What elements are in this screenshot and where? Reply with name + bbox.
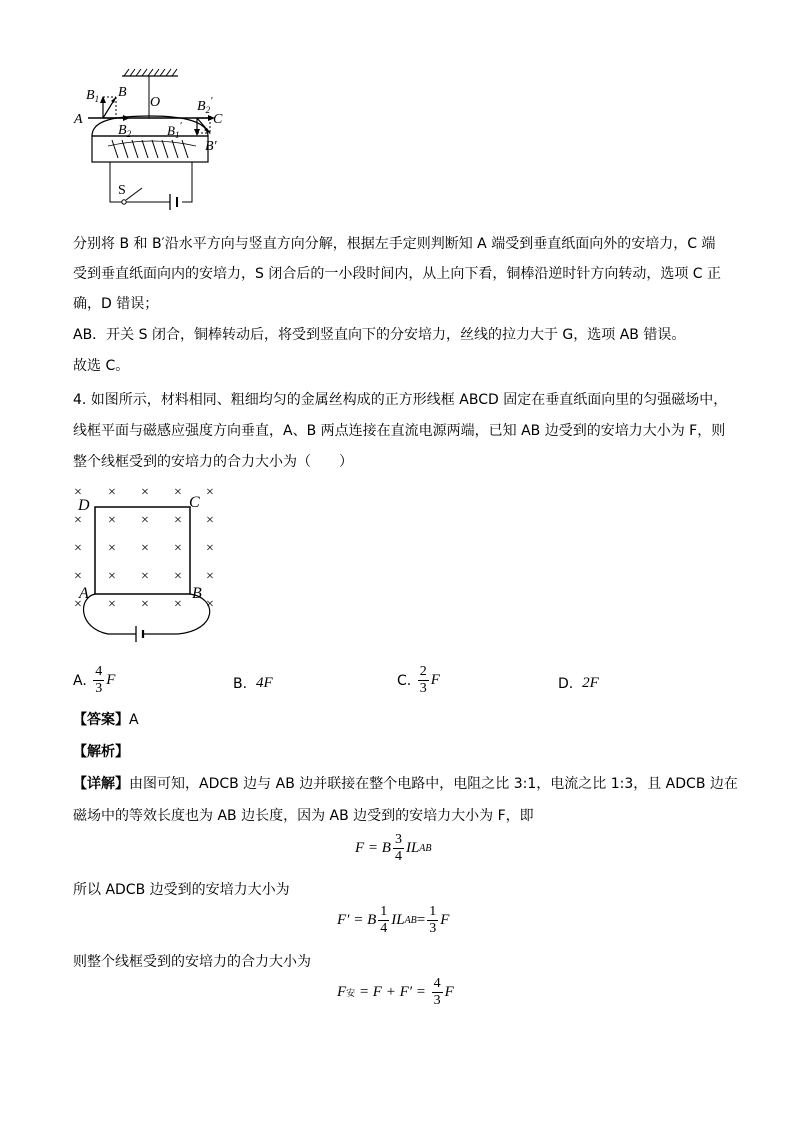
option-d-value: 2F [582, 675, 599, 691]
field-cross: × [174, 597, 182, 612]
label-C: C [189, 494, 200, 511]
answer [73, 710, 139, 730]
field-cross: × [74, 485, 82, 500]
field-cross: × [108, 597, 116, 612]
field-cross: × [108, 485, 116, 500]
question-4-line-3: 整个线框受到的安培力的合力大小为（ ） [73, 454, 353, 470]
field-cross: × [74, 569, 82, 584]
field-cross: × [141, 485, 149, 500]
option-a-fraction: $\frac{4}{3}$ [95, 664, 103, 696]
field-cross: × [206, 541, 214, 556]
label-B2: $B_2$ [118, 123, 132, 139]
option-b-label: B. [233, 675, 248, 692]
detail-text-1: 由图可知，ADCB 边与 AB 边并联接在整个电路中，电阻之比 3:1，电流之比 1:3，且 ADCB 边在 [129, 776, 738, 792]
label-B: B [192, 585, 202, 602]
figure-square-frame [68, 480, 228, 655]
field-cross: × [74, 597, 82, 612]
field-cross: × [141, 513, 149, 528]
option-c[interactable] [397, 664, 440, 697]
paragraph-1-line-3: 确，D 错误； [73, 296, 159, 312]
field-cross: × [74, 541, 82, 556]
question-4-line-1: 4. 如图所示，材料相同、粗细均匀的金属丝构成的正方形线框 ABCD 固定在垂直纸面向里的匀强磁场中， [73, 392, 728, 408]
label-B-prime: B′ [205, 139, 217, 154]
option-a[interactable] [73, 664, 115, 697]
field-cross: × [74, 513, 82, 528]
field-cross: × [108, 569, 116, 584]
detail-tag: 【详解】 [73, 776, 129, 792]
equation-1: F = B $\frac{3}{4}$ IL AB [355, 832, 432, 864]
field-cross: × [174, 569, 182, 584]
conclusion: 故选 C。 [73, 358, 130, 374]
option-c-label: C. [397, 672, 412, 689]
field-cross: × [141, 597, 149, 612]
label-C: C [213, 112, 223, 127]
option-a-var: F [106, 672, 116, 688]
label-B: B [118, 85, 127, 100]
analysis-heading [73, 742, 129, 762]
option-d-label: D. [558, 675, 574, 692]
field-cross: × [141, 569, 149, 584]
field-cross: × [174, 485, 182, 500]
answer-tag: 【答案】 [73, 712, 129, 728]
option-b[interactable] [233, 675, 273, 692]
label-B1-prime: $B_1'$ [167, 121, 182, 140]
label-A: A [79, 585, 89, 602]
option-d[interactable] [558, 675, 599, 692]
label-S: S [118, 183, 126, 198]
option-c-fraction: $\frac{2}{3}$ [419, 664, 427, 696]
detail-line-1 [73, 774, 738, 794]
equation-2: F′ = B $\frac{1}{4}$ IL AB = $\frac{1}{3}$ F [337, 904, 450, 936]
field-cross: × [206, 597, 214, 612]
text-before-eq-3: 则整个线框受到的安培力的合力大小为 [73, 954, 311, 970]
label-B1: $B_1$ [86, 88, 100, 104]
field-cross: × [206, 569, 214, 584]
field-cross: × [206, 513, 214, 528]
field-cross: × [174, 513, 182, 528]
field-cross: × [108, 541, 116, 556]
label-A: A [74, 112, 83, 127]
field-cross: × [174, 541, 182, 556]
equation-3: F 安 = F + F′ = $\frac{4}{3}$ F [337, 976, 454, 1008]
answer-value: A [129, 712, 139, 728]
paragraph-1-line-1: 分别将 B 和 B′沿水平方向与竖直方向分解，根据左手定则判断知 A 端受到垂直纸面向外的安培力，C 端 [73, 236, 716, 252]
label-O: O [150, 95, 161, 110]
analysis-tag: 【解析】 [73, 744, 129, 760]
option-c-var: F [430, 672, 440, 688]
field-cross: × [141, 541, 149, 556]
label-B2-prime: $B_2'$ [197, 95, 213, 115]
text-before-eq-2: 所以 ADCB 边受到的安培力大小为 [73, 882, 290, 898]
option-a-label: A. [73, 672, 87, 689]
label-D: D [78, 497, 90, 514]
figure-rod-solenoid [70, 66, 240, 216]
paragraph-1-line-2: 受到垂直纸面向内的安培力，S 闭合后的一小段时间内，从上向下看，铜棒沿逆时针方向转动，选项 C 正 [73, 266, 722, 282]
field-cross: × [206, 485, 214, 500]
field-cross: × [108, 513, 116, 528]
paragraph-2: AB．开关 S 闭合，铜棒转动后，将受到竖直向下的分安培力，丝线的拉力大于 G，选项 AB 错误。 [73, 327, 686, 343]
question-4-line-2: 线框平面与磁感应强度方向垂直，A、B 两点连接在直流电源两端，已知 AB 边受到的安培力大小为 F，则 [73, 423, 726, 439]
detail-line-2: 磁场中的等效长度也为 AB 边长度，因为 AB 边受到的安培力大小为 F，即 [73, 808, 534, 824]
option-b-value: 4F [255, 675, 273, 691]
